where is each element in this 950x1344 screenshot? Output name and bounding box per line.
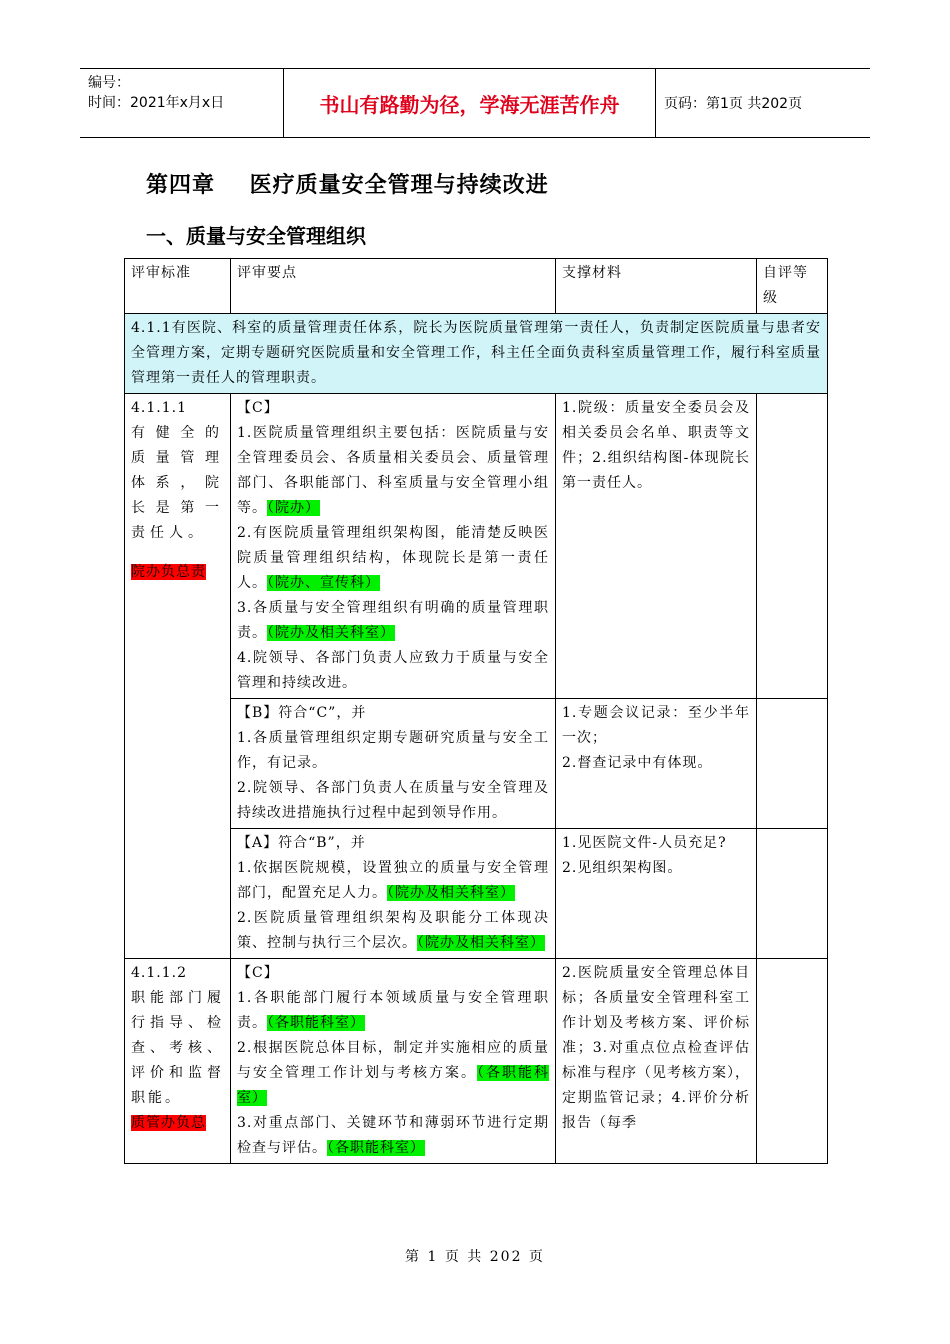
point-text: 1.医院质量管理组织主要包括：医院质量与安全管理委员会、各质量相关委员会、质量管理部门、各职能部门、科室质量与安全管理小组等。 [237, 425, 549, 516]
point-text: 2.医院质量管理组织架构及职能分工体现决策、控制与执行三个层次。 [237, 910, 549, 951]
criterion-code: 4.1.1.1 [131, 400, 187, 416]
column-header: 自评等级 [757, 259, 828, 314]
points-cell [231, 394, 556, 699]
self-grade-cell [757, 959, 828, 1164]
point-text: 3.各质量与安全管理组织有明确的质量管理职责。 [237, 600, 549, 641]
responsible-tag: （院办及相关科室） [267, 625, 395, 641]
header-motto: 书山有路勤为径，学海无涯苦作舟 [283, 69, 656, 137]
level-head: 【B】符合“C”，并 [237, 705, 367, 721]
responsible-tag: （院办及相关科室） [387, 885, 515, 901]
criterion-cell [125, 394, 231, 959]
point-text: 3.对重点部门、关键环节和薄弱环节进行定期检查与评估。 [237, 1115, 549, 1156]
support-text: 1.专题会议记录：至少半年一次； [562, 705, 750, 746]
self-grade-cell [757, 699, 828, 829]
table-row [125, 699, 828, 829]
column-header: 支撑材料 [556, 259, 757, 314]
self-grade-cell [757, 394, 828, 699]
point-text: 2.院领导、各部门负责人在质量与安全管理及持续改进措施执行过程中起到领导作用。 [237, 780, 549, 821]
responsible-tag: （院办） [267, 500, 320, 516]
number-label: 编号： [88, 75, 130, 91]
criterion-desc: 职能部门履行指导、检查、考核、评价和监督职能。 [131, 990, 224, 1106]
level-head: 【A】符合“B”，并 [237, 835, 366, 851]
point-text: 4.院领导、各部门负责人应致力于质量与安全管理和持续改进。 [237, 650, 549, 691]
level-head: 【C】 [237, 400, 279, 416]
point-text: 2.根据医院总体目标，制定并实施相应的质量与安全管理工作计划与考核方案。 [237, 1040, 549, 1081]
support-text: 2.督查记录中有体现。 [562, 755, 713, 771]
point-text: 1.依据医院规模，设置独立的质量与安全管理部门，配置充足人力。 [237, 860, 549, 901]
table-header-row [125, 259, 828, 314]
date-label: 时间：2021年x月x日 [88, 95, 225, 111]
review-table [124, 258, 828, 1164]
criterion-desc: 有健全的质量管理体系，院长是第一责任人。 [131, 425, 224, 541]
owner-badge: 质管办负总 [131, 1115, 206, 1131]
header-meta [80, 69, 282, 137]
support-text: 2.见组织架构图。 [562, 860, 683, 876]
column-header: 评审标准 [125, 259, 231, 314]
chapter-title: 第四章 医疗质量安全管理与持续改进 [146, 173, 549, 198]
support-cell: 1.院级：质量安全委员会及相关委员会名单、职责等文件；2.组织结构图-体现院长第一责任人。 [556, 394, 757, 699]
page-footer: 第 1 页 共 202 页 [405, 1249, 545, 1265]
responsible-tag: （院办及相关科室） [417, 935, 545, 951]
table-row [125, 959, 828, 1164]
responsible-tag: （各职能科室） [237, 1065, 549, 1106]
level-head: 【C】 [237, 965, 279, 981]
support-cell [556, 699, 757, 829]
support-cell: 2.医院质量安全管理总体目标；各质量安全管理科室工作计划及考核方案、评价标准；3.对重点位点检查评估标准与程序（见考核方案），定期监管记录；4.评价分析报告（每季 [556, 959, 757, 1164]
point-text: 1.各职能部门履行本领域质量与安全管理职责。 [237, 990, 549, 1031]
column-header: 评审要点 [231, 259, 556, 314]
points-cell [231, 699, 556, 829]
standard-text: 4.1.1有医院、科室的质量管理责任体系，院长为医院质量管理第一责任人，负责制定医院质量与患者安全管理方案，定期专题研究医院质量和安全管理工作，科主任全面负责科室质量管理工作，履行科室质量管理第一责任人的管理职责。 [125, 314, 828, 394]
header-page-number: 页码：第1页 共202页 [664, 96, 803, 112]
table-row [125, 394, 828, 699]
point-text: 2.有医院质量管理组织架构图，能清楚反映医院质量管理组织结构，体现院长是第一责任人。 [237, 525, 549, 591]
self-grade-cell [757, 829, 828, 959]
standard-row [125, 314, 828, 394]
points-cell [231, 829, 556, 959]
responsible-tag: （各职能科室） [267, 1015, 365, 1031]
criterion-cell [125, 959, 231, 1164]
points-cell [231, 959, 556, 1164]
criterion-code: 4.1.1.2 [131, 965, 187, 981]
support-text: 1.见医院文件-人员充足? [562, 835, 727, 851]
owner-badge: 院办负总责 [131, 564, 206, 580]
support-cell [556, 829, 757, 959]
page-header [80, 68, 870, 138]
section-title: 一、质量与安全管理组织 [146, 224, 366, 248]
responsible-tag: （院办、宣传科） [267, 575, 380, 591]
table-row [125, 829, 828, 959]
responsible-tag: （各职能科室） [327, 1140, 425, 1156]
point-text: 1.各质量管理组织定期专题研究质量与安全工作，有记录。 [237, 730, 549, 771]
